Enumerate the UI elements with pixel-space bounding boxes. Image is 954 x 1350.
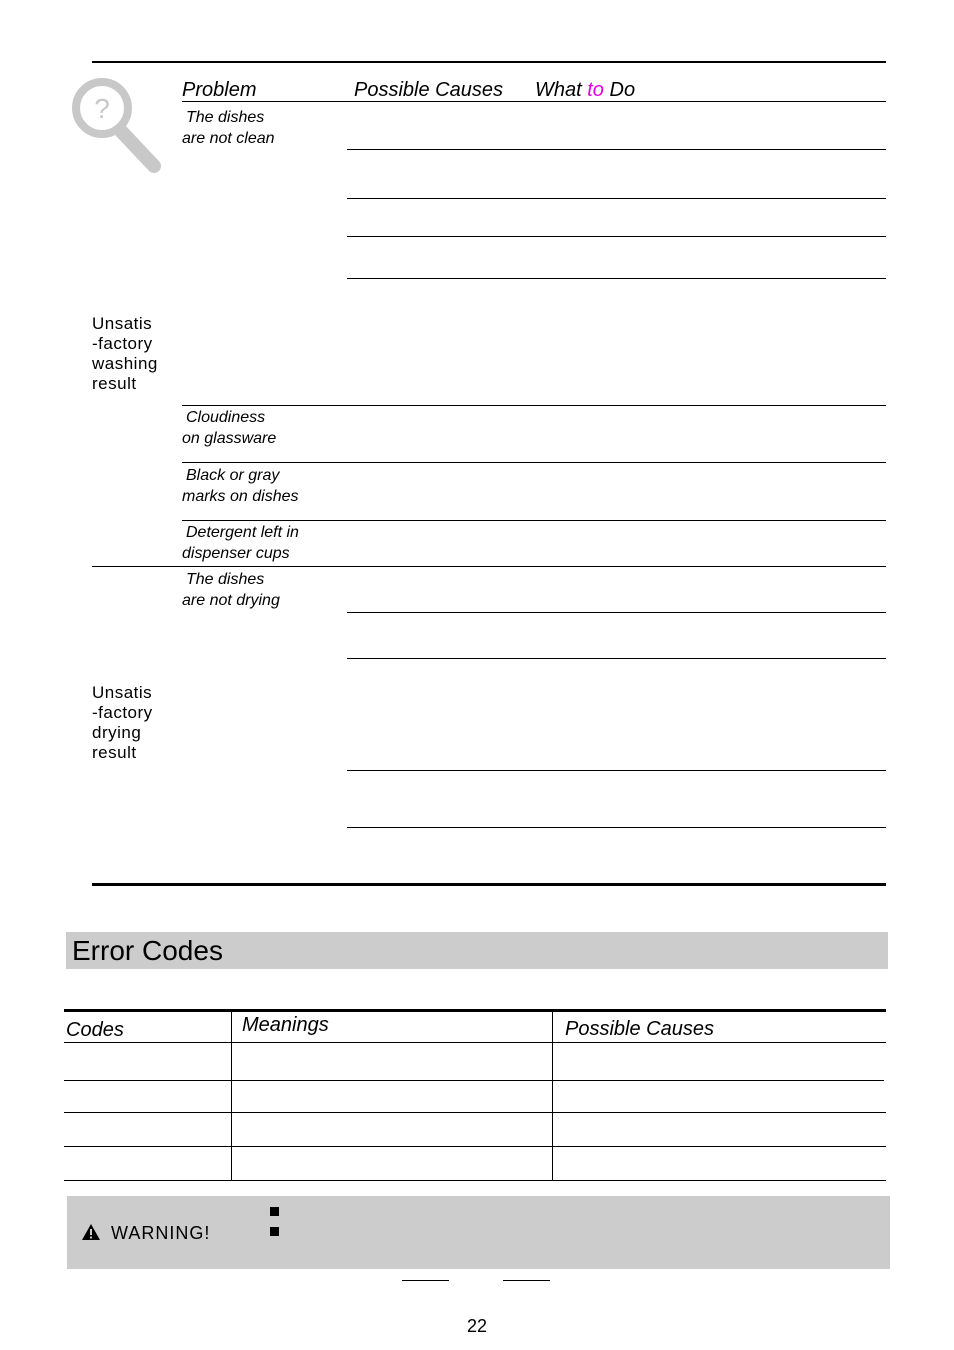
group-label-washing: Unsatis -factory washing result — [92, 314, 158, 393]
header-codes: Codes — [66, 1019, 124, 1041]
group-label-drying: Unsatis -factory drying result — [92, 683, 153, 762]
header-what-to-do-part1: What — [535, 79, 588, 101]
problem-detergent-left — [182, 522, 299, 564]
problem-line: are not drying — [182, 592, 280, 609]
problem-line: on glassware — [182, 430, 277, 447]
column-divider — [552, 1012, 553, 1180]
problem-line: Detergent left in — [186, 524, 299, 541]
table-top-rule — [92, 61, 886, 63]
row-divider — [347, 149, 886, 150]
header-what-to-do-part3: Do — [603, 79, 636, 101]
problem-line: are not clean — [182, 130, 275, 147]
row-divider — [347, 770, 886, 771]
error-codes-title: Error Codes — [72, 935, 223, 966]
problem-line: dispenser cups — [182, 545, 290, 562]
error-row-divider — [64, 1180, 886, 1181]
error-codes-header-bar — [66, 932, 888, 969]
svg-text:?: ? — [94, 93, 110, 124]
error-table-top-rule — [64, 1009, 886, 1012]
problem-line: marks on dishes — [182, 488, 299, 505]
row-divider — [347, 198, 886, 199]
column-divider — [231, 1012, 232, 1180]
warning-box — [67, 1196, 890, 1269]
header-what-to-do — [535, 79, 635, 102]
row-divider — [347, 827, 886, 828]
row-divider — [182, 462, 886, 463]
header-rule — [182, 101, 886, 102]
problem-line: Cloudiness — [186, 409, 266, 426]
problem-line: The dishes — [186, 109, 265, 126]
problem-line: The dishes — [186, 571, 265, 588]
row-divider — [347, 658, 886, 659]
warning-triangle-icon — [81, 1223, 101, 1241]
table-bottom-rule — [92, 883, 886, 886]
row-divider — [347, 236, 886, 237]
problem-not-drying — [182, 569, 280, 611]
page-number: 22 — [466, 1316, 488, 1336]
row-divider — [347, 278, 886, 279]
header-possible-causes: Possible Causes — [354, 79, 503, 101]
error-row-divider — [64, 1112, 886, 1113]
row-divider — [347, 612, 886, 613]
group-divider — [92, 566, 886, 567]
problem-cloudiness — [182, 407, 276, 449]
header-possible-causes-codes: Possible Causes — [565, 1018, 714, 1040]
magnifier-question-icon — [70, 76, 164, 174]
problem-line: Black or gray — [186, 467, 280, 484]
warning-label: WARNING! — [111, 1223, 211, 1243]
row-divider — [182, 520, 886, 521]
error-row-divider — [64, 1042, 886, 1043]
error-row-divider — [64, 1146, 886, 1147]
header-what-to-do-highlight: to — [587, 79, 604, 101]
header-problem: Problem — [182, 79, 257, 101]
problem-marks — [182, 465, 299, 507]
row-divider — [182, 405, 886, 406]
bullet-icon — [270, 1227, 279, 1236]
bullet-icon — [270, 1207, 279, 1216]
header-meanings: Meanings — [242, 1014, 329, 1036]
underline-mark — [503, 1280, 550, 1281]
problem-not-clean — [182, 107, 275, 149]
error-row-divider — [64, 1080, 884, 1081]
underline-mark — [402, 1280, 449, 1281]
